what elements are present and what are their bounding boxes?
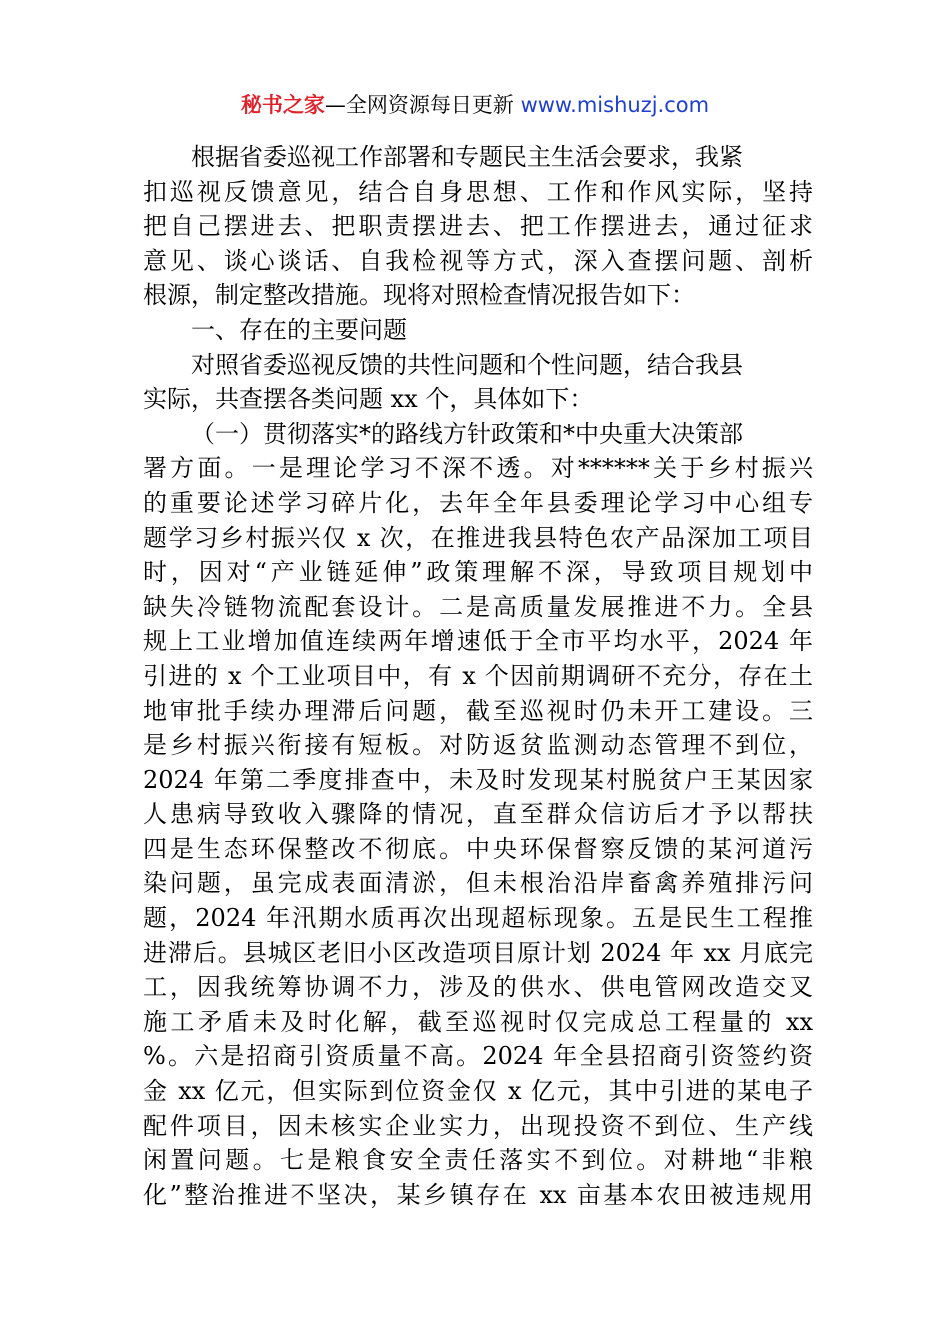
paragraph-line: 引进的 x 个工业项目中，有 x 个因前期调研不充分，存在土	[143, 661, 813, 690]
paragraph-line: 题，2024 年汛期水质再次出现超标现象。五是民生工程推	[143, 904, 813, 933]
paragraph-line: 对照省委巡视反馈的共性问题和个性问题，结合我县	[191, 350, 743, 379]
paragraph-line: （一）贯彻落实*的路线方针政策和*中央重大决策部	[191, 419, 743, 448]
paragraph-line: 人患病导致收入骤降的情况，直至群众信访后才予以帮扶	[143, 800, 813, 829]
paragraph-line: 2024 年第二季度排查中，未及时发现某村脱贫户王某因家	[143, 765, 813, 794]
paragraph-line: 实际，共查摆各类问题 xx 个，具体如下：	[143, 385, 594, 414]
paragraph-line: 金 xx 亿元，但实际到位资金仅 x 亿元，其中引进的某电子	[143, 1077, 813, 1106]
paragraph-line: 化”整治推进不坚决，某乡镇存在 xx 亩基本农田被违规用	[143, 1180, 813, 1209]
paragraph-line: 地审批手续办理滞后问题，截至巡视时仍未开工建设。三	[143, 696, 813, 725]
paragraph-line: 根源，制定整改措施。现将对照检查情况报告如下：	[143, 281, 695, 310]
paragraph-line: 署方面。一是理论学习不深不透。对******关于乡村振兴	[143, 454, 813, 483]
paragraph-line: 是乡村振兴衔接有短板。对防返贫监测动态管理不到位，	[143, 731, 813, 760]
paragraph-line: 时，因对“产业链延伸”政策理解不深，导致项目规划中	[143, 558, 813, 587]
paragraph-line: 缺失冷链物流配套设计。二是高质量发展推进不力。全县	[143, 592, 813, 621]
paragraph-line: %。六是招商引资质量不高。2024 年全县招商引资签约资	[143, 1042, 813, 1071]
header-slogan: —全网资源每日更新	[324, 93, 514, 117]
paragraph-line: 四是生态环保整改不彻底。中央环保督察反馈的某河道污	[143, 834, 813, 863]
paragraph-line: 进滞后。县城区老旧小区改造项目原计划 2024 年 xx 月底完	[143, 938, 813, 967]
paragraph-line: 意见、谈心谈话、自我检视等方式，深入查摆问题、剖析	[143, 246, 813, 275]
section-heading: 一、存在的主要问题	[191, 315, 407, 344]
paragraph-line: 把自己摆进去、把职责摆进去、把工作摆进去，通过征求	[143, 212, 813, 241]
paragraph-line: 规上工业增加值连续两年增速低于全市平均水平，2024 年	[143, 627, 813, 656]
paragraph-line: 工，因我统筹协调不力，涉及的供水、供电管网改造交叉	[143, 973, 813, 1002]
site-link[interactable]: www.mishuzj.com	[520, 93, 710, 117]
paragraph-line: 根据省委巡视工作部署和专题民主生活会要求，我紧	[191, 143, 743, 171]
paragraph-line: 题学习乡村振兴仅 x 次，在推进我县特色农产品深加工项目	[143, 523, 813, 552]
document-body	[143, 140, 813, 1212]
paragraph-line: 扣巡视反馈意见，结合自身思想、工作和作风实际，坚持	[143, 177, 813, 206]
paragraph-line: 的重要论述学习碎片化，去年全年县委理论学习中心组专	[143, 488, 813, 517]
paragraph-line: 施工矛盾未及时化解，截至巡视时仅完成总工程量的 xx	[143, 1007, 813, 1036]
site-header	[0, 88, 950, 122]
brand-name: 秘书之家	[240, 93, 325, 117]
paragraph-line: 闲置问题。七是粮食安全责任落实不到位。对耕地“非粮	[143, 1146, 813, 1175]
paragraph-line: 配件项目，因未核实企业实力，出现投资不到位、生产线	[143, 1111, 813, 1140]
paragraph-line: 染问题，虽完成表面清淤，但未根治沿岸畜禽养殖排污问	[143, 869, 813, 898]
